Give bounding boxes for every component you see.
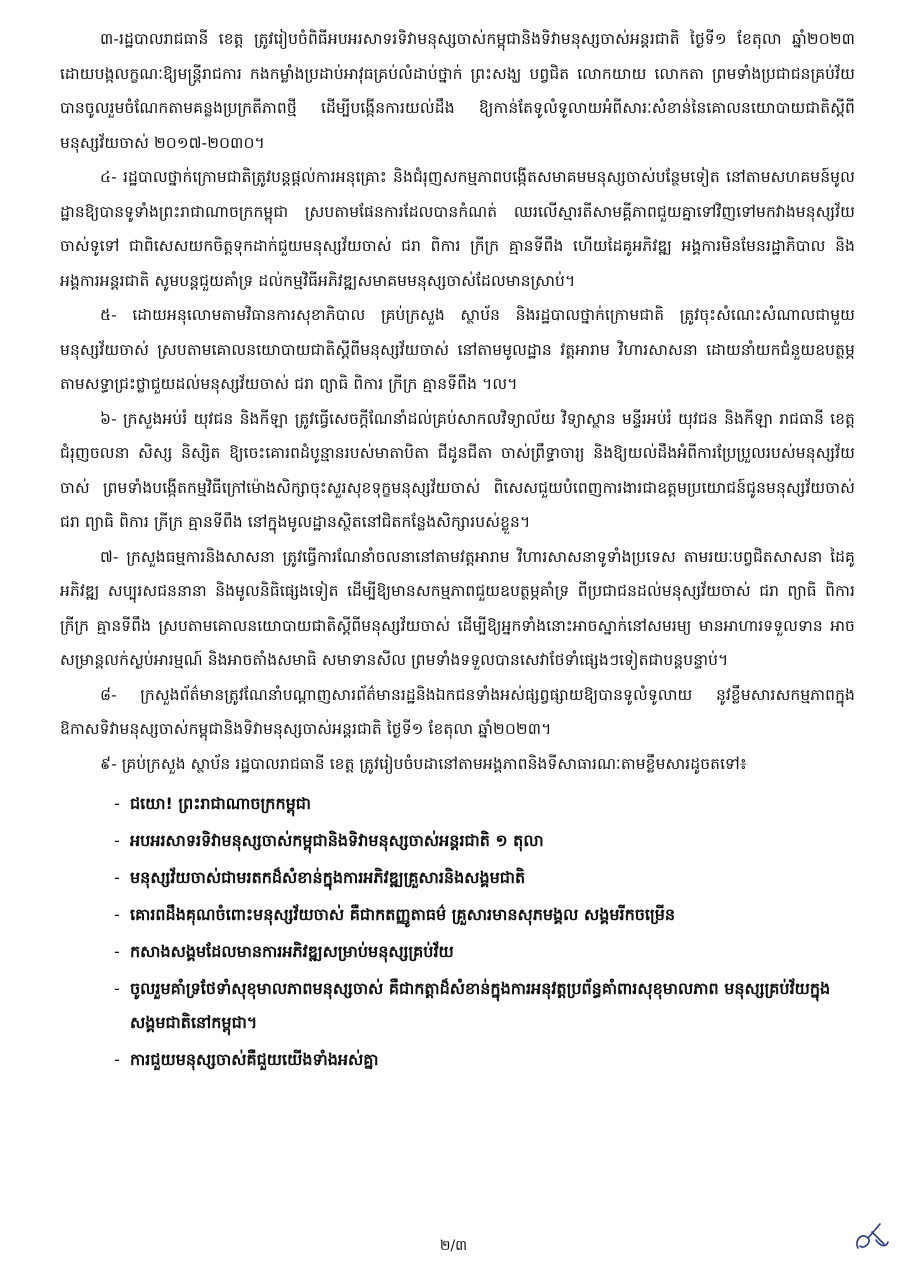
paragraph-9: ៩- គ្រប់ក្រសួង ស្ថាប័ន រដ្ឋបាលរាជធានី ខេត្ត ត្រូវរៀបចំបដានៅតាមអង្គភាពនិងទីសាធារណៈតាមខ្លឹមសារដូចតទៅ៖ [100,754,747,773]
slogan-item: - មនុស្សវ័យចាស់ជាមរតកដ៏សំខាន់ក្នុងការអភិវឌ្ឍគ្រួសារនិងសង្គមជាតិ [114,868,526,887]
paragraph-4: ៤- រដ្ឋបាលថ្នាក់ក្រោមជាតិត្រូវបន្តផ្តល់ការអនុគ្រោះ និងជំរុញសកម្មភាពបង្កើតសមាគមមនុស្សចាស់បន្ថែមទៀត នៅតាមសហគមន៍មូលដ្ឋានឱ្យបានទូទាំងព្រះរាជាណាចក្រកម្ពុជា ស្របតាមផែនការដែលបានកំណត់ ឈរលើស្មារតីសាមគ្គីភាពជួយគ្នាទៅវិញទៅមកវាងមនុស្សវ័យចាស់ទូទៅ ជាពិសេសយកចិត្តទុកដាក់ជួយមនុស្សវ័យចាស់ ជរា ពិការ ក្រីក្រ គ្មានទីពឹង ហើយដៃគូអភិវឌ្ឍ អង្គការមិនមែនរដ្ឋាភិបាល និងអង្គការអន្តរជាតិ សូមបន្តជួយគាំទ្រ ដល់កម្មវិធីអភិវឌ្ឍសមាគមមនុស្សចាស់ដែលមានស្រាប់។ [60,168,855,290]
slogan-item: - ចូលរួមគាំទ្រថែទាំសុខុមាលភាពមនុស្សចាស់ គឺជាកត្តាដ៏សំខាន់ក្នុងការអនុវត្តប្រព័ន្ធគាំពារសុខុមាលភាព មនុស្សគ្រប់វ័យក្នុងសង្គមជាតិនៅកម្ពុជា។ [114,979,831,1032]
paragraph-7: ៧- ក្រសួងធម្មការនិងសាសនា ត្រូវធ្វើការណែនាំចលនានៅតាមវត្តអារាម វិហារសាសនាទូទាំងប្រទេស តាមរយៈបព្វជិតសាសនា ដៃគូអភិវឌ្ឍ សប្បុរសជននានា និងមូលនិធិផ្សេងទៀត ដើម្បីឱ្យមានសកម្មភាពជួយឧបត្ថម្ភគាំទ្រ ពីប្រជាជនដល់មនុស្សវ័យចាស់ ជរា ព្យាធិ ពិការ ក្រីក្រ គ្មានទីពឹង ស្របតាមគោលនយោបាយជាតិស្តីពីមនុស្សវ័យចាស់ ដើម្បីឱ្យអ្នកទាំងនោះអាចស្នាក់នៅសមរម្យ មានអាហារទទួលទាន អាចសម្រាន្តលក់ស្ងប់អារម្មណ៍ និងអាចតាំងសមាធិ សមាទានសីល ព្រមទាំងទទួលបានសេវាថែទាំផ្សេងៗទៀតជាបន្តបន្ទាប់។ [60,547,855,669]
paragraph-3: ៣-រដ្ឋបាលរាជធានី ខេត្ត ត្រូវរៀបចំពិធីអបអរសាទរទិវាមនុស្សចាស់កម្ពុជានិងទិវាមនុស្សចាស់អន្តរជាតិ ថ្ងៃទី១ ខែតុលា ឆ្នាំ២០២៣ ដោយបង្កលក្ខណៈឱ្យមន្ត្រីរាជការ កងកម្លាំងប្រដាប់អាវុធគ្រប់លំដាប់ថ្នាក់ ព្រះសង្ឃ បព្វជិត លោកយាយ លោកតា ព្រមទាំងប្រជាជនគ្រប់វ័យបានចូលរួមចំណែកតាមគន្លងប្រក្រតីភាពថ្មី ដើម្បីបង្កើនការយល់ដឹង ឱ្យកាន់តែទូលំទូលាយអំពីសារៈសំខាន់នៃគោលនយោបាយជាតិស្តីពីមនុស្សវ័យចាស់ ២០១៧-២០៣០។ [60,30,855,152]
slogan-list [60,787,855,1077]
page-number: ២/៣ [439,1238,468,1254]
initials-signature-icon [850,1218,890,1258]
paragraph-8: ៨- ក្រសួងព័ត៌មានត្រូវណែនាំបណ្តាញសារព័ត៌មានរដ្ឋនិងឯកជនទាំងអស់ផ្សព្វផ្សាយឱ្យបានទូលំទូលាយ នូវខ្លឹមសារសកម្មភាពក្នុងឱកាសទិវាមនុស្សចាស់កម្ពុជានិងទិវាមនុស្សចាស់អន្តរជាតិ ថ្ងៃទី១ ខែតុលា ឆ្នាំ២០២៣។ [60,685,855,738]
slogan-item: - អបអរសាទរទិវាមនុស្សចាស់កម្ពុជានិងទិវាមនុស្សចាស់អន្តរជាតិ ១ តុលា [114,831,544,850]
paragraph-5: ៥- ដោយអនុលោមតាមវិធានការសុខាភិបាល គ្រប់ក្រសួង ស្ថាប័ន និងរដ្ឋបាលថ្នាក់ក្រោមជាតិ ត្រូវចុះសំណេះសំណាលជាមួយមនុស្សវ័យចាស់ ស្របតាមគោលនយោបាយជាតិស្តីពីមនុស្សវ័យចាស់ នៅតាមមូលដ្ឋាន វត្តអារាម វិហារសាសនា ដោយនាំយកជំនួយឧបត្ថម្ភតាមសទ្ធាជ្រះថ្លាជួយដល់មនុស្សវ័យចាស់ ជរា ព្យាធិ ពិការ ក្រីក្រ គ្មានទីពឹង ។ល។ [60,306,855,393]
slogan-item: - គោរពដឹងគុណចំពោះមនុស្សវ័យចាស់ គឺជាកតញ្ញូតាធម៌ គ្រួសារមានសុភមង្គល សង្គមរីកចម្រើន [114,905,676,924]
slogan-item: - កសាងសង្គមដែលមានការអភិវឌ្ឍសម្រាប់មនុស្សគ្រប់វ័យ [114,942,454,961]
slogan-item: - ជយោ! ព្រះរាជាណាចក្រកម្ពុជា [114,794,311,813]
paragraph-6: ៦- ក្រសួងអប់រំ យុវជន និងកីឡា ត្រូវធ្វើសេចក្តីណែនាំដល់គ្រប់សាកលវិទ្យាល័យ វិទ្យាស្ថាន មន្ទីរអប់រំ យុវជន និងកីឡា រាជធានី ខេត្ត ជំរុញចលនា សិស្ស និស្សិត ឱ្យចេះគោរពដំបូន្មានរបស់មាតាបិតា ជីដូនជីតា ចាស់ព្រឹទ្ធាចារ្យ និងឱ្យយល់ដឹងអំពីការប្រែប្រួលរបស់មនុស្សវ័យចាស់ ព្រមទាំងបង្កើតកម្មវិធីក្រៅម៉ោងសិក្សាចុះសួរសុខទុក្ខមនុស្សវ័យចាស់ ពិសេសជួយបំពេញការងារជាឧត្តមប្រយោជន៍ជូនមនុស្សវ័យចាស់ ជរា ព្យាធិ ពិការ ក្រីក្រ គ្មានទីពឹង នៅក្នុងមូលដ្ឋានស្ថិតនៅជិតកន្លែងសិក្សារបស់ខ្លួន។ [60,409,855,531]
slogan-item: - ការជួយមនុស្សចាស់គឺជួយយើងទាំងអស់គ្នា [114,1050,379,1069]
